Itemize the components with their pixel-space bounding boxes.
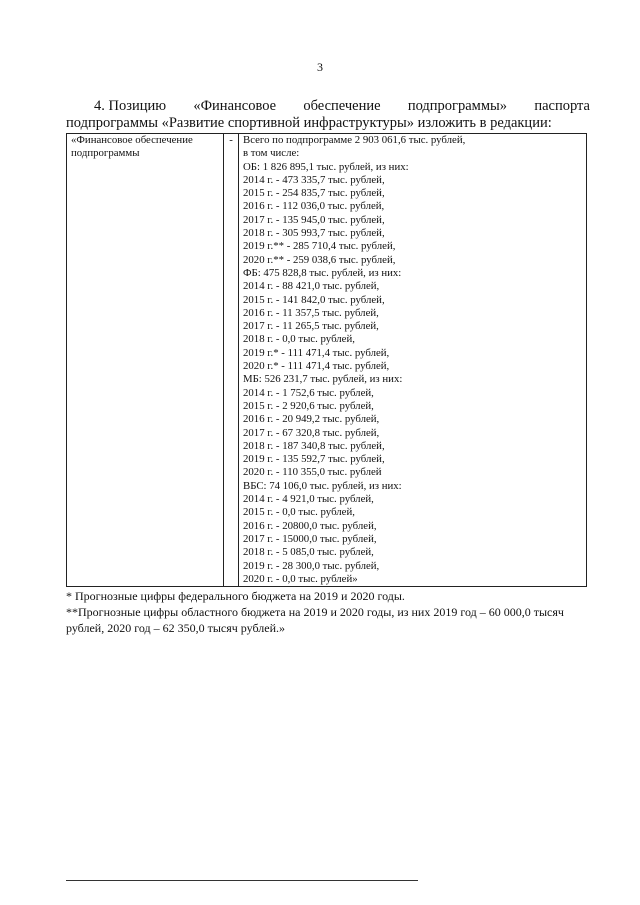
financing-line: 2019 г. - 28 300,0 тыс. рублей, (243, 559, 380, 572)
financing-line: ОБ: 1 826 895,1 тыс. рублей, из них: (243, 160, 409, 173)
financing-line: 2018 г. - 5 085,0 тыс. рублей, (243, 546, 374, 559)
financing-line: 2018 г. - 305 993,7 тыс. рублей, (243, 227, 385, 240)
intro-word: паспорта (534, 98, 590, 114)
financing-table (66, 133, 587, 587)
financing-line: 2017 г. - 135 945,0 тыс. рублей, (243, 213, 385, 226)
financing-line: ФБ: 475 828,8 тыс. рублей, из них: (243, 266, 402, 279)
financing-line: 2014 г. - 473 335,7 тыс. рублей, (243, 173, 385, 186)
financing-line: Всего по подпрограмме 2 903 061,6 тыс. рублей, (243, 134, 466, 146)
financing-line: 2015 г. - 141 842,0 тыс. рублей, (243, 293, 385, 306)
financing-line: МБ: 526 231,7 тыс. рублей, из них: (243, 373, 403, 386)
amendment-intro (66, 98, 590, 132)
financing-line: 2015 г. - 2 920,6 тыс. рублей, (243, 399, 374, 412)
page-number: 3 (317, 60, 323, 74)
intro-line-2: подпрограммы «Развитие спортивной инфраструктуры» изложить в редакции: (66, 115, 552, 131)
bottom-divider (66, 880, 418, 881)
financing-values-cell (239, 134, 587, 587)
financing-line: в том числе: (243, 147, 300, 160)
financing-line: 2017 г. - 67 320,8 тыс. рублей, (243, 426, 380, 439)
financing-line: 2017 г. - 15000,0 тыс. рублей, (243, 532, 377, 545)
financing-line: 2014 г. - 1 752,6 тыс. рублей, (243, 386, 374, 399)
financing-line: 2020 г. - 0,0 тыс. рублей» (243, 572, 358, 585)
financing-line: ВБС: 74 106,0 тыс. рублей, из них: (243, 479, 402, 492)
financing-line: 2019 г.** - 285 710,4 тыс. рублей, (243, 240, 396, 253)
financing-line: 2015 г. - 0,0 тыс. рублей, (243, 506, 355, 519)
position-name-cell: «Финансовое обеспечение подпрограммы (67, 134, 224, 587)
financing-line: 2014 г. - 4 921,0 тыс. рублей, (243, 493, 374, 506)
footnote-federal: * Прогнозные цифры федерального бюджета на 2019 и 2020 годы. (66, 589, 405, 603)
financing-line: 2018 г. - 187 340,8 тыс. рублей, (243, 439, 385, 452)
financing-line: 2016 г. - 11 357,5 тыс. рублей, (243, 306, 379, 319)
financing-line: 2019 г. - 135 592,7 тыс. рублей, (243, 453, 385, 466)
intro-word: обеспечение (303, 98, 381, 114)
financing-line: 2018 г. - 0,0 тыс. рублей, (243, 333, 355, 346)
financing-line: 2014 г. - 88 421,0 тыс. рублей, (243, 280, 380, 293)
dash-cell: - (224, 134, 239, 587)
intro-word: подпрограммы» (407, 98, 508, 114)
financing-line: 2020 г. - 110 355,0 тыс. рублей (243, 466, 382, 479)
financing-line: 2019 г.* - 111 471,4 тыс. рублей, (243, 346, 390, 359)
financing-line: 2016 г. - 112 036,0 тыс. рублей, (243, 200, 385, 213)
financing-line: 2016 г. - 20 949,2 тыс. рублей, (243, 413, 380, 426)
financing-line: 2015 г. - 254 835,7 тыс. рублей, (243, 187, 385, 200)
financing-line: 2016 г. - 20800,0 тыс. рублей, (243, 519, 377, 532)
financing-line: 2020 г.** - 259 038,6 тыс. рублей, (243, 253, 396, 266)
footnote-regional: **Прогнозные цифры областного бюджета на 2019 и 2020 годы, из них 2019 год – 60 000,0 тысяч рублей, 2020 год – 62 350,0 тысяч рублей.» (66, 605, 564, 635)
intro-word: «Финансовое (193, 98, 277, 114)
financing-line: 2020 г.* - 111 471,4 тыс. рублей, (243, 360, 390, 373)
financing-line: 2017 г. - 11 265,5 тыс. рублей, (243, 320, 379, 333)
intro-line-1 (66, 98, 590, 115)
intro-word: 4. Позицию (94, 98, 167, 114)
table-row (67, 134, 587, 587)
